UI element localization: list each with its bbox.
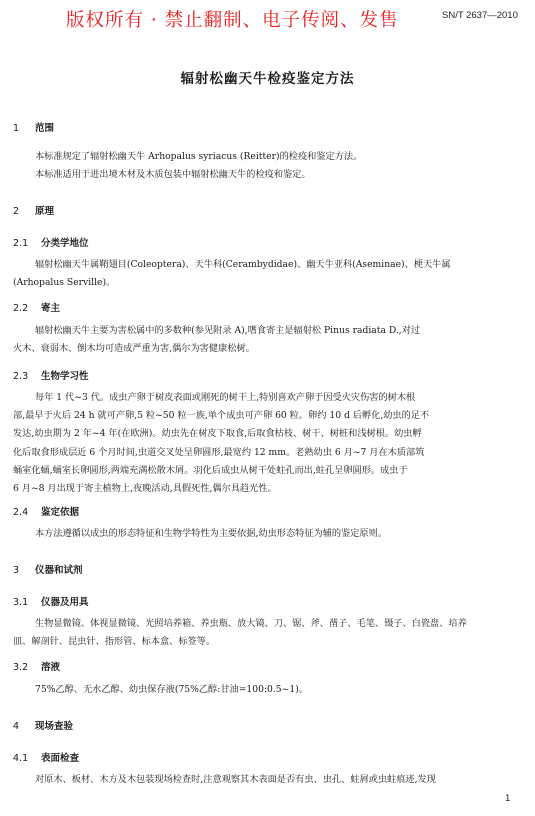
- section-number: 4: [13, 721, 20, 732]
- section-heading-4-1: [13, 750, 79, 764]
- text-line: 辐射松幽天牛属鞘翅目(Coleoptera)、天牛科(Cerambydidae)、幽天牛亚科(Aseminae)、梗天牛属: [35, 259, 451, 270]
- text-line: 辐射松幽天牛主要为害松属中的多数种(参见附录 A),嗜食寄主是辐射松 Pinus radiata D.,对过: [35, 325, 421, 336]
- paragraph-instruments: [13, 615, 523, 651]
- section-title: 溶液: [41, 662, 61, 673]
- paragraph-taxonomy: [13, 256, 523, 292]
- paragraph-surface-inspection: [13, 771, 523, 789]
- copyright-watermark-banner: 版权所有 · 禁止翻制、电子传阅、发售: [66, 10, 399, 31]
- paragraph-solutions: [13, 681, 523, 699]
- text-line: 部,最早于火后 24 h 就可产卵,5 粒~50 粒一族,单个成虫可产卵 60 粒。卵约 10 d 后孵化,幼虫的足不: [13, 410, 430, 422]
- paragraph-basis: [13, 525, 523, 543]
- section-title: 原理: [35, 206, 55, 217]
- text-line: 本标准适用于进出境木材及木质包装中辐射松幽天牛的检疫和鉴定。: [35, 169, 311, 181]
- section-heading-4: [13, 718, 73, 732]
- section-number: 3.2: [13, 662, 29, 673]
- text-line: 本标准规定了辐射松幽天牛 Arhopalus syriacus (Reitter)的检疫和鉴定方法。: [35, 151, 363, 162]
- section-title: 寄主: [41, 303, 61, 314]
- section-title: 分类学地位: [41, 238, 89, 249]
- text-line: (Arhopalus Serville)。: [13, 277, 116, 289]
- section-heading-2-3: [13, 368, 89, 382]
- standard-number: SN/T 2637—2010: [442, 10, 518, 21]
- section-number: 2.4: [13, 507, 29, 518]
- paragraph-scope: [13, 148, 523, 184]
- text-line: 每年 1 代~3 代。成虫产卵于树皮表面或刚死的树干上,特别喜欢产卵于因受火灾伤害的树木根: [35, 392, 416, 403]
- text-line: 本方法遵循以成虫的形态特征和生物学特性为主要依据,幼虫形态特征为辅的鉴定原则。: [35, 528, 388, 539]
- section-heading-2-1: [13, 235, 89, 249]
- section-heading-3-1: [13, 594, 89, 608]
- section-title: 表面检查: [41, 753, 80, 764]
- document-title: 辐射松幽天牛检疫鉴定方法: [180, 71, 355, 87]
- section-heading-2: [13, 203, 54, 217]
- section-number: 2.1: [13, 238, 29, 249]
- text-line: 75%乙醇、无水乙醇、幼虫保存液(75%乙醇:甘油=100:0.5~1)。: [35, 684, 308, 695]
- section-number: 4.1: [13, 753, 29, 764]
- section-heading-2-4: [13, 504, 79, 518]
- page-number: 1: [505, 794, 511, 804]
- text-line: 发达,幼虫期为 2 年~4 年(在欧洲)。幼虫先在树皮下取食,后取食枯枝、树干、树桩和浅树根。幼虫孵: [13, 428, 422, 440]
- section-number: 3.1: [13, 597, 29, 608]
- section-number: 3: [13, 565, 20, 576]
- section-title: 鉴定依据: [41, 507, 80, 518]
- section-number: 2: [13, 206, 20, 217]
- section-heading-2-2: [13, 300, 60, 314]
- section-title: 仪器和试剂: [35, 565, 83, 576]
- text-line: 皿、解剖针、昆虫针、指形管、标本盒、标签等。: [13, 636, 216, 648]
- text-line: 对原木、板材、木方及木包装现场检查时,注意观察其木表面是否有虫、虫孔、蛀屑或虫蛀痕迹,发现: [35, 774, 436, 785]
- text-line: 火木、衰弱木、倒木均可造成严重为害,偶尔为害健康松树。: [13, 343, 255, 355]
- section-title: 仪器及用具: [41, 597, 89, 608]
- paragraph-biology: [13, 389, 523, 498]
- text-line: 蛹室化蛹,蛹室长卵圆形,两端充满松散木屑。羽化后成虫从树干处蛀孔而出,蛀孔呈卵圆形。成虫于: [13, 464, 408, 476]
- text-line: 生物显微镜、体视显微镜、光照培养箱、养虫瓶、放大镜、刀、锯、斧、凿子、毛笔、镊子、白瓷盘、培养: [35, 618, 467, 629]
- section-title: 现场查验: [35, 721, 74, 732]
- section-heading-1: [13, 120, 54, 134]
- text-line: 6 月~8 月出现于寄主植物上,夜晚活动,具假死性,偶尔具趋光性。: [13, 483, 277, 495]
- section-title: 生物学习性: [41, 371, 89, 382]
- section-number: 2.3: [13, 371, 29, 382]
- section-number: 2.2: [13, 303, 29, 314]
- section-title: 范围: [35, 123, 55, 134]
- paragraph-host: [13, 322, 523, 358]
- section-heading-3-2: [13, 659, 60, 673]
- section-heading-3: [13, 562, 83, 576]
- text-line: 化后取食形成层近 6 个月时间,虫道交叉处呈卵圆形,最宽约 12 mm。老熟幼虫 6 月~7 月在木质部筑: [13, 446, 425, 458]
- section-number: 1: [13, 123, 20, 134]
